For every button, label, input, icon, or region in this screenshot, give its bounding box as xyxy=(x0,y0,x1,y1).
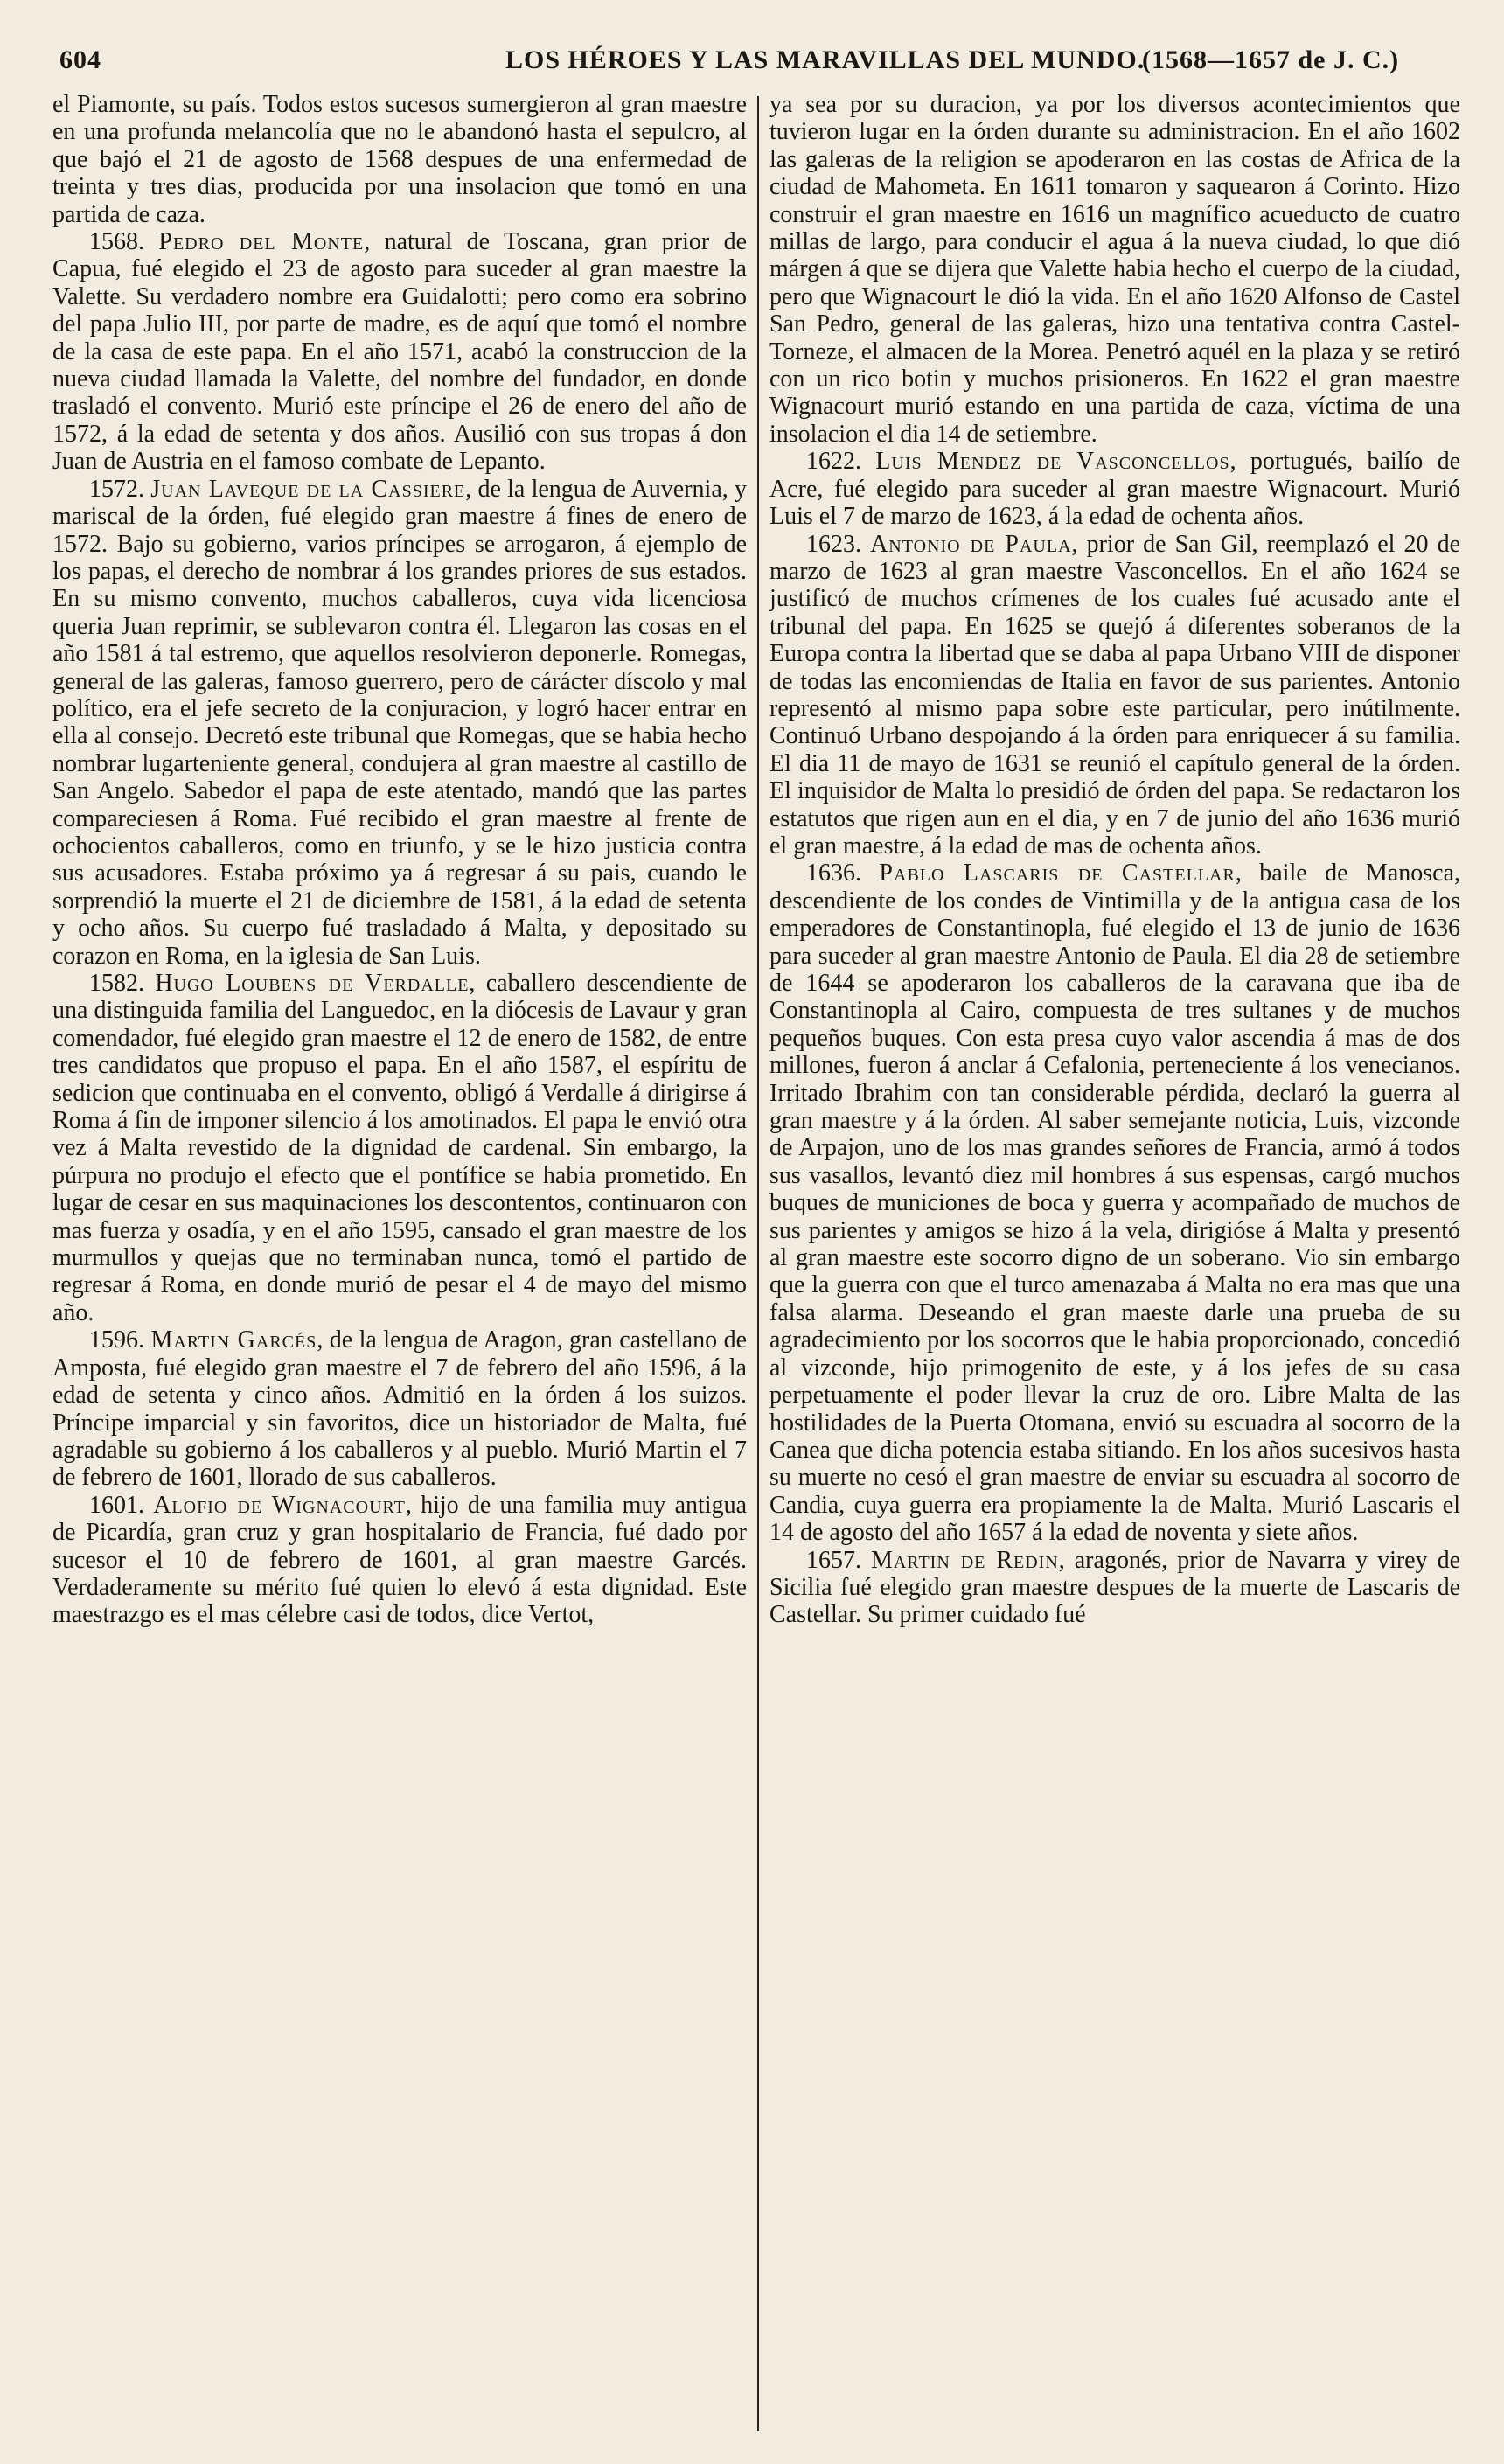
left-column xyxy=(52,91,747,2434)
entry-text: , aragonés, prior de Navarra y virey de Sicilia fué elegido gran maestre despues de la muerte de Lascaris de Castellar. Su primer cuidado fué xyxy=(769,1546,1460,1629)
entry-name: Alofio de Wignacourt xyxy=(153,1491,406,1519)
entry-1572 xyxy=(52,476,747,970)
page-number: 604 xyxy=(59,45,101,74)
entry-text: , de la lengua de Aragon, gran castellano de Amposta, fué elegido gran maestre el 7 de febrero del año 1596, á la edad de setenta y cinco años. Admitió en la órden á los suizos. Príncipe imparcial y sin favoritos, dice un historiador de Malta, fué agradable su gobierno á los caballeros y al pueblo. Murió Martin el 7 de febrero de 1601, llorado de sus caballeros. xyxy=(52,1326,747,1492)
entry-text: , de la lengua de Auvernia, y mariscal de la órden, fué elegido gran maestre á fines de enero de 1572. Bajo su gobierno, varios príncipes se arrogaron, á ejemplo de los papas, el derecho de nombrar á los grandes priores de sus estados. En su mismo convento, muchos caballeros, cuya vida licenciosa queria Juan reprimir, se sublevaron contra él. Llegaron las cosas en el año 1581 á tal estremo, que aquellos resolvieron deponerle. Romegas, general de las galeras, famoso guerrero, pero de cárácter díscolo y mal político, era el jefe secreto de la conjuracion, y logró hacer entrar en ella al consejo. Decretó este tribunal que Romegas, que se habia hecho nombrar lugarteniente general, condujera al gran maestre al castillo de San Angelo. Sabedor el papa de este atentado, mandó que las partes compareciesen á Roma. Fué recibido el gran maestre al frente de ochocientos caballeros, como en triunfo, y se le hizo justicia contra sus acusadores. Estaba próximo ya á regresar á su pais, cuando le sorprendió la muerte el 21 de diciembre de 1581, á la edad de setenta y ocho años. Su cuerpo fué trasladado á Malta, y depositado su corazon en Roma, en la iglesia de San Luis. xyxy=(52,475,747,970)
entry-name: Juan Laveque de la Cassiere xyxy=(150,475,466,503)
entry-text: , hijo de una familia muy antigua de Picardía, gran cruz y gran hospitalario de Francia, fué dado por sucesor el 10 de febrero de 1601, al gran maestre Garcés. Verdaderamente su mérito fué quien lo elevó á esta dignidad. Este maestrazgo es el mas célebre casi de todos, dice Vertot, xyxy=(52,1491,747,1629)
date-range: (1568—1657 de J. C.) xyxy=(1142,45,1400,74)
paragraph-text: ya sea por su duracion, ya por los diversos acontecimientos que tuvieron lugar en la órden durante su administracion. En el año 1602 las galeras de la religion se apoderaron en las costas de Africa de la ciudad de Mahometa. En 1611 tomaron y saquearon á Corinto. Hizo construir el gran maestre en 1616 un magnífico acueducto de cuatro millas de largo, para conducir el agua á la nueva ciudad, lo que dió márgen á que se dijera que Valette habia hecho el cuerpo de la ciudad, pero que Wignacourt le dió la vida. En el año 1620 Alfonso de Castel San Pedro, general de las galeras, hizo una tentativa contra Castel-Torneze, el almacen de la Morea. Penetró aquél en la plaza y se retiró con un rico botin y muchos prisioneros. En 1622 el gran maestre Wignacourt murió estando en una partida de caza, víctima de una insolacion el dia 14 de setiembre. xyxy=(769,91,1460,448)
entry-year: 1582. xyxy=(89,970,144,997)
entry-year: 1572. xyxy=(89,475,144,503)
entry-1622 xyxy=(769,448,1460,530)
entry-1601 xyxy=(52,1492,747,1629)
entry-1568 xyxy=(52,228,747,476)
entry-year: 1623. xyxy=(806,530,861,558)
paragraph xyxy=(769,91,1460,448)
entry-name: Martin de Redin xyxy=(870,1546,1059,1574)
entry-year: 1596. xyxy=(89,1326,144,1354)
entry-1596 xyxy=(52,1326,747,1491)
running-title: LOS HÉROES Y LAS MARAVILLAS DEL MUNDO. xyxy=(505,45,1145,74)
entry-1636 xyxy=(769,860,1460,1546)
entry-text: , natural de Toscana, gran prior de Capua, fué elegido el 23 de agosto para suceder al gran maestre la Valette. Su verdadero nombre era Guidalotti; pero como era sobrino del papa Julio III, por parte de madre, es de aquí que tomó el nombre de la casa de este papa. En el año 1571, acabó la construccion de la nueva ciudad llamada la Valette, del nombre del fundador, en donde trasladó el convento. Murió este príncipe el 26 de enero del año de 1572, á la edad de setenta y dos años. Ausilió con sus tropas á don Juan de Austria en el famoso combate de Lepanto. xyxy=(52,228,747,476)
entry-year: 1636. xyxy=(806,860,861,887)
entry-1657 xyxy=(769,1547,1460,1629)
entry-year: 1568. xyxy=(89,228,144,256)
right-column xyxy=(769,91,1460,2434)
entry-text: , caballero descendiente de una distinguida familia del Languedoc, en la diócesis de Lavaur y gran comendador, fué elegido gran maestre el 12 de enero de 1582, de entre tres candidatos que propuso el papa. En el año 1587, el espíritu de sedicion que continuaba en el convento, obligó á Verdalle á dirigirse á Roma á fin de imponer silencio á los amotinados. El papa le envió otra vez á Malta revestido de la dignidad de cardenal. Sin embargo, la púrpura no produjo el efecto que el pontífice se habia prometido. En lugar de cesar en sus maquinaciones los descontentos, continuaron con mas fuerza y osadía, y en el año 1595, cansado el gran maestre de los murmullos y quejas que no terminaban nunca, tomó el partido de regresar á Roma, en donde murió de pesar el 4 de mayo del mismo año. xyxy=(52,970,747,1326)
column-divider xyxy=(757,96,759,2431)
entry-name: Pedro del Monte xyxy=(158,228,365,256)
entry-text: , portugués, bailío de Acre, fué elegido para suceder al gran maestre Wignacourt. Murió Luis el 7 de marzo de 1623, á la edad de ochenta años. xyxy=(769,448,1460,531)
page-header xyxy=(59,45,1441,89)
entry-name: Hugo Loubens de Verdalle xyxy=(155,970,470,997)
entry-name: Pablo Lascaris de Castellar xyxy=(879,860,1236,887)
paragraph-text: el Piamonte, su país. Todos estos sucesos sumergieron al gran maestre en una profunda melancolía que no le abandonó hasta el sepulcro, al que bajó el 21 de agosto de 1568 despues de una enfermedad de treinta y tres dias, producida por una insolacion que tomó en una partida de caza. xyxy=(52,91,747,228)
entry-name: Luis Mendez de Vasconcellos xyxy=(875,448,1230,476)
entry-text: , baile de Manosca, descendiente de los condes de Vintimilla y de la antigua casa de los emperadores de Constantinopla, fué elegido el 13 de junio de 1636 para suceder al gran maestre Antonio de Paula. El dia 28 de setiembre de 1644 se apoderaron los caballeros de la caravana que iba de Constantinopla al Cairo, compuesta de tres sultanes y de muchos pequeños buques. Con esta presa cuyo valor ascendia á mas de dos millones, fueron á anclar á Cefalonia, perteneciente á los venecianos. Irritado Ibrahim con tan considerable pérdida, declaró la guerra al gran maestre y á la órden. Al saber semejante noticia, Luis, vizconde de Arpajon, uno de los mas grandes señores de Francia, armó á todos sus vasallos, levantó diez mil hombres á sus espensas, cargó muchos buques de municiones de boca y guerra y acompañado de muchos de sus parientes y amigos se hizo á la vela, dirigióse á Malta y presentó al gran maestre este socorro digno de un soberano. Vio sin embargo que la guerra con que el turco amenazaba á Malta no era mas que una falsa alarma. Deseando el gran maeste darle una prueba de su agradecimiento por los socorros que le habia proporcionado, concedió al vizconde, hijo primogenito de este, y á los jefes de su casa perpetuamente el poder llevar la cruz de oro. Libre Malta de las hostilidades de la Puerta Otomana, envió su escuadra al socorro de la Canea que dicha potencia estaba sitiando. En los años sucesivos hasta su muerte no cesó el gran maestre de enviar su escuadra al socorro de Candia, cuya guerra era propiamente la de Malta. Murió Lascaris el 14 de agosto del año 1657 á la edad de noventa y siete años. xyxy=(769,860,1460,1547)
paragraph xyxy=(52,91,747,228)
entry-text: , prior de San Gil, reemplazó el 20 de marzo de 1623 al gran maestre Vasconcellos. En el año 1624 se justificó de muchos crímenes de los cuales fué acusado ante el tribunal del papa. En 1625 se quejó á diferentes soberanos de la Europa contra la libertad que se daba al papa Urbano VIII de disponer de todas las encomiendas de Italia en favor de sus parientes. Antonio representó al mismo papa sobre este particular, pero inútilmente. Continuó Urbano despojando á la órden para enriquecer á su familia. El dia 11 de mayo de 1631 se reunió el capítulo general de la órden. El inquisidor de Malta lo presidió de órden del papa. Se redactaron los estatutos que rigen aun en el dia, y en 7 de junio del año 1636 murió el gran maestre, á la edad de mas de ochenta años. xyxy=(769,530,1460,860)
entry-year: 1622. xyxy=(806,448,861,476)
entry-year: 1601. xyxy=(89,1491,144,1519)
entry-year: 1657. xyxy=(806,1546,861,1574)
entry-name: Martin Garcés xyxy=(150,1326,317,1354)
entry-1623 xyxy=(769,531,1460,860)
entry-1582 xyxy=(52,970,747,1326)
entry-name: Antonio de Paula xyxy=(870,530,1072,558)
